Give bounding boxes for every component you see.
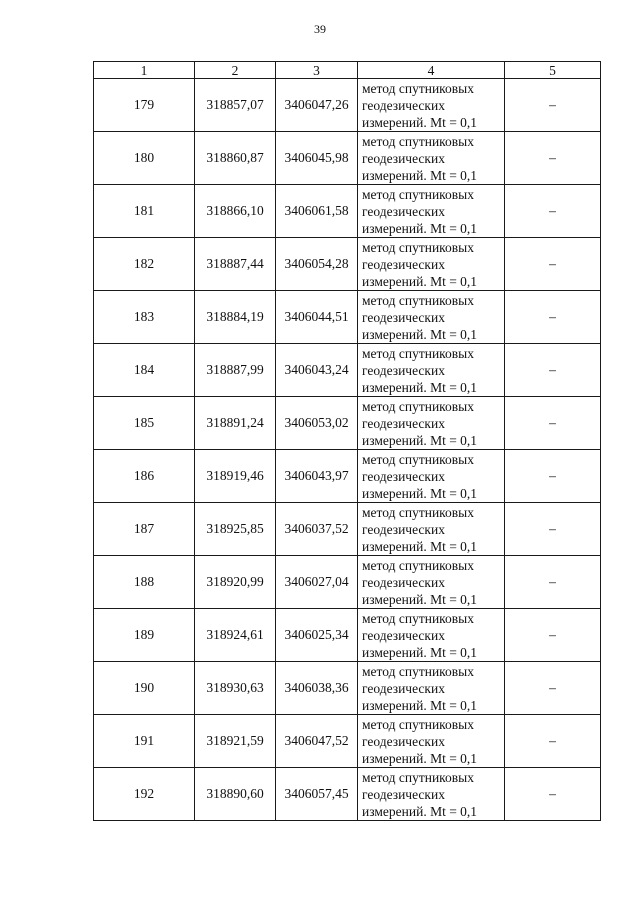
x-coordinate-cell: 318891,24 xyxy=(195,397,276,450)
y-coordinate-cell: 3406057,45 xyxy=(276,768,358,821)
method-line: измерений. Mt = 0,1 xyxy=(362,803,478,819)
method-line: метод спутниковых xyxy=(362,345,474,361)
method-line: геодезических xyxy=(362,309,445,325)
y-coordinate-cell: 3406038,36 xyxy=(276,662,358,715)
method-line: геодезических xyxy=(362,203,445,219)
note-cell: – xyxy=(505,238,601,291)
method-line: измерений. Mt = 0,1 xyxy=(362,379,478,395)
table-row xyxy=(94,238,601,291)
x-coordinate-cell: 318890,60 xyxy=(195,768,276,821)
point-number-cell: 180 xyxy=(94,132,195,185)
note-cell: – xyxy=(505,662,601,715)
method-cell xyxy=(358,768,505,821)
table-row xyxy=(94,79,601,132)
header-col-3: 3 xyxy=(276,62,358,79)
table-row xyxy=(94,609,601,662)
y-coordinate-cell: 3406044,51 xyxy=(276,291,358,344)
method-cell xyxy=(358,132,505,185)
header-col-4: 4 xyxy=(358,62,505,79)
method-cell xyxy=(358,503,505,556)
table-row xyxy=(94,397,601,450)
method-line: измерений. Mt = 0,1 xyxy=(362,750,478,766)
table-row xyxy=(94,768,601,821)
method-line: измерений. Mt = 0,1 xyxy=(362,644,478,660)
x-coordinate-cell: 318866,10 xyxy=(195,185,276,238)
method-line: измерений. Mt = 0,1 xyxy=(362,697,478,713)
point-number-cell: 183 xyxy=(94,291,195,344)
note-cell: – xyxy=(505,132,601,185)
method-cell xyxy=(358,291,505,344)
method-line: геодезических xyxy=(362,786,445,802)
note-cell: – xyxy=(505,609,601,662)
y-coordinate-cell: 3406047,26 xyxy=(276,79,358,132)
method-line: метод спутниковых xyxy=(362,504,474,520)
y-coordinate-cell: 3406037,52 xyxy=(276,503,358,556)
note-cell: – xyxy=(505,291,601,344)
method-cell xyxy=(358,397,505,450)
method-line: геодезических xyxy=(362,362,445,378)
table-header xyxy=(94,62,601,79)
y-coordinate-cell: 3406043,97 xyxy=(276,450,358,503)
method-line: метод спутниковых xyxy=(362,186,474,202)
point-number-cell: 191 xyxy=(94,715,195,768)
method-line: измерений. Mt = 0,1 xyxy=(362,485,478,501)
method-line: измерений. Mt = 0,1 xyxy=(362,538,478,554)
point-number-cell: 188 xyxy=(94,556,195,609)
x-coordinate-cell: 318919,46 xyxy=(195,450,276,503)
x-coordinate-cell: 318887,99 xyxy=(195,344,276,397)
coordinates-table xyxy=(93,61,601,821)
note-cell: – xyxy=(505,397,601,450)
method-line: измерений. Mt = 0,1 xyxy=(362,220,478,236)
y-coordinate-cell: 3406043,24 xyxy=(276,344,358,397)
note-cell: – xyxy=(505,556,601,609)
x-coordinate-cell: 318887,44 xyxy=(195,238,276,291)
method-line: геодезических xyxy=(362,627,445,643)
method-cell xyxy=(358,450,505,503)
method-line: измерений. Mt = 0,1 xyxy=(362,114,478,130)
y-coordinate-cell: 3406025,34 xyxy=(276,609,358,662)
y-coordinate-cell: 3406054,28 xyxy=(276,238,358,291)
method-line: метод спутниковых xyxy=(362,133,474,149)
point-number-cell: 184 xyxy=(94,344,195,397)
y-coordinate-cell: 3406047,52 xyxy=(276,715,358,768)
method-line: метод спутниковых xyxy=(362,610,474,626)
x-coordinate-cell: 318860,87 xyxy=(195,132,276,185)
method-line: измерений. Mt = 0,1 xyxy=(362,432,478,448)
method-line: геодезических xyxy=(362,415,445,431)
method-line: метод спутниковых xyxy=(362,80,474,96)
note-cell: – xyxy=(505,185,601,238)
table-row xyxy=(94,450,601,503)
note-cell: – xyxy=(505,715,601,768)
method-line: измерений. Mt = 0,1 xyxy=(362,326,478,342)
method-line: метод спутниковых xyxy=(362,557,474,573)
point-number-cell: 181 xyxy=(94,185,195,238)
note-cell: – xyxy=(505,450,601,503)
method-line: измерений. Mt = 0,1 xyxy=(362,167,478,183)
table-row xyxy=(94,556,601,609)
table-row xyxy=(94,185,601,238)
method-line: метод спутниковых xyxy=(362,451,474,467)
method-line: геодезических xyxy=(362,256,445,272)
table-row xyxy=(94,503,601,556)
header-col-2: 2 xyxy=(195,62,276,79)
table-row xyxy=(94,715,601,768)
method-line: метод спутниковых xyxy=(362,769,474,785)
point-number-cell: 187 xyxy=(94,503,195,556)
method-cell xyxy=(358,662,505,715)
y-coordinate-cell: 3406045,98 xyxy=(276,132,358,185)
header-col-1: 1 xyxy=(94,62,195,79)
method-line: измерений. Mt = 0,1 xyxy=(362,273,478,289)
table-row xyxy=(94,291,601,344)
table-row xyxy=(94,344,601,397)
x-coordinate-cell: 318920,99 xyxy=(195,556,276,609)
method-cell xyxy=(358,185,505,238)
x-coordinate-cell: 318930,63 xyxy=(195,662,276,715)
method-line: геодезических xyxy=(362,680,445,696)
point-number-cell: 192 xyxy=(94,768,195,821)
y-coordinate-cell: 3406061,58 xyxy=(276,185,358,238)
table-row xyxy=(94,662,601,715)
point-number-cell: 190 xyxy=(94,662,195,715)
method-line: геодезических xyxy=(362,521,445,537)
y-coordinate-cell: 3406027,04 xyxy=(276,556,358,609)
table-body xyxy=(94,79,601,821)
method-cell xyxy=(358,609,505,662)
point-number-cell: 186 xyxy=(94,450,195,503)
method-line: геодезических xyxy=(362,150,445,166)
method-cell xyxy=(358,238,505,291)
method-cell xyxy=(358,715,505,768)
header-row xyxy=(94,62,601,79)
method-line: метод спутниковых xyxy=(362,716,474,732)
method-line: измерений. Mt = 0,1 xyxy=(362,591,478,607)
method-cell xyxy=(358,556,505,609)
method-line: геодезических xyxy=(362,733,445,749)
method-cell xyxy=(358,344,505,397)
page-number: 39 xyxy=(314,22,326,36)
method-cell xyxy=(358,79,505,132)
x-coordinate-cell: 318924,61 xyxy=(195,609,276,662)
x-coordinate-cell: 318884,19 xyxy=(195,291,276,344)
x-coordinate-cell: 318925,85 xyxy=(195,503,276,556)
note-cell: – xyxy=(505,79,601,132)
x-coordinate-cell: 318921,59 xyxy=(195,715,276,768)
note-cell: – xyxy=(505,768,601,821)
note-cell: – xyxy=(505,503,601,556)
method-line: метод спутниковых xyxy=(362,292,474,308)
point-number-cell: 189 xyxy=(94,609,195,662)
point-number-cell: 179 xyxy=(94,79,195,132)
table-row xyxy=(94,132,601,185)
x-coordinate-cell: 318857,07 xyxy=(195,79,276,132)
header-col-5: 5 xyxy=(505,62,601,79)
method-line: метод спутниковых xyxy=(362,239,474,255)
method-line: геодезических xyxy=(362,97,445,113)
method-line: геодезических xyxy=(362,468,445,484)
method-line: метод спутниковых xyxy=(362,398,474,414)
note-cell: – xyxy=(505,344,601,397)
point-number-cell: 185 xyxy=(94,397,195,450)
method-line: метод спутниковых xyxy=(362,663,474,679)
y-coordinate-cell: 3406053,02 xyxy=(276,397,358,450)
point-number-cell: 182 xyxy=(94,238,195,291)
method-line: геодезических xyxy=(362,574,445,590)
